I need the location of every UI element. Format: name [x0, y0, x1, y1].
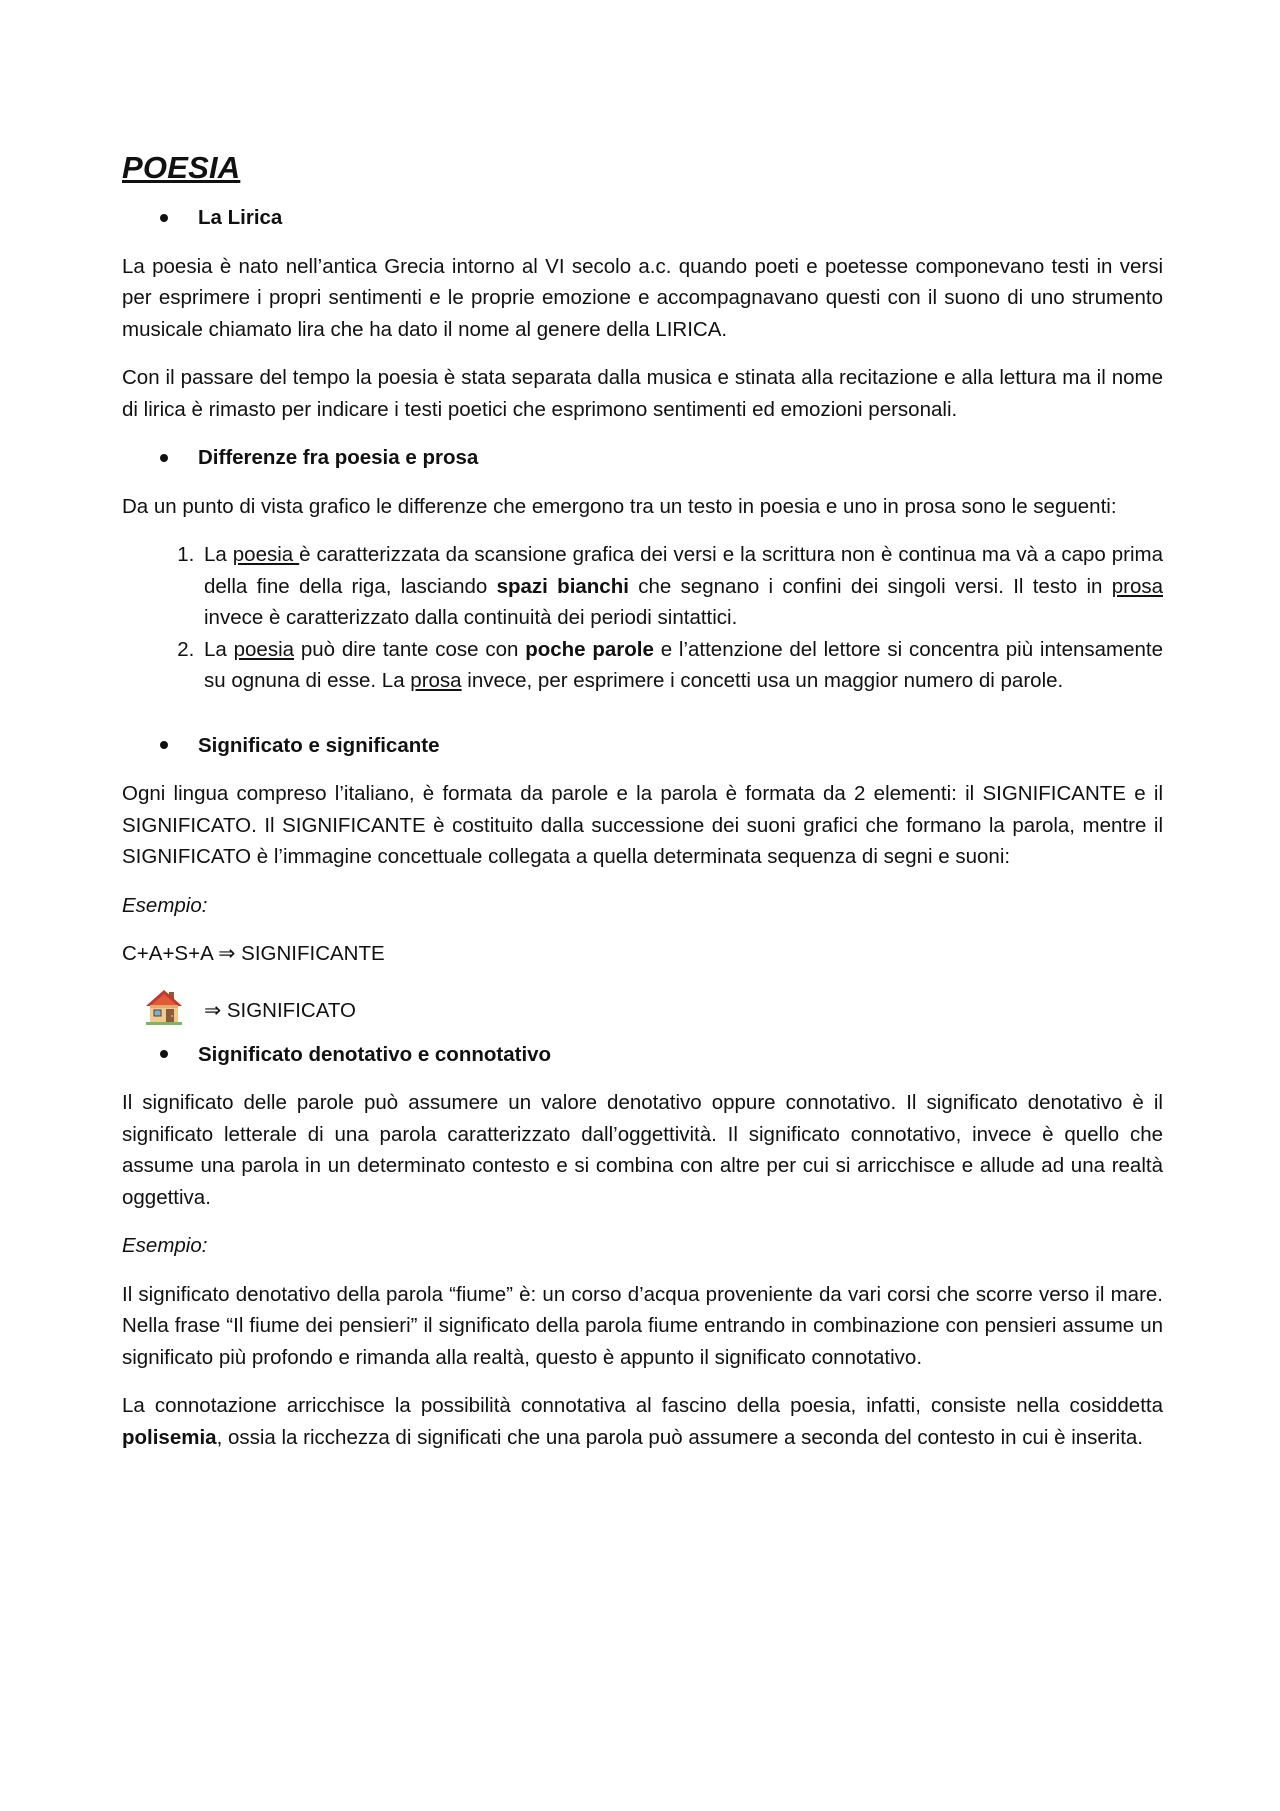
bold-text: spazi bianchi: [496, 574, 629, 598]
underlined-text: prosa: [410, 669, 462, 692]
bold-text: polisemia: [122, 1425, 217, 1449]
section-heading-text: La Lirica: [198, 206, 283, 229]
section-heading-differenze: [160, 442, 1163, 474]
numbered-list: [122, 539, 1163, 697]
section-heading-text: Significato denotativo e connotativo: [198, 1042, 552, 1066]
paragraph: Il significato denotativo della parola “fiume” è: un corso d’acqua proveniente da vari corsi che scorre verso il mare. Nella frase “Il fiume dei pensieri” il significato della parola fiume entrando in combinazione con pensieri assume un significato più profondo e rimanda alla realtà, questo è appunto il significato connotativo.: [122, 1282, 1163, 1369]
list-item: [200, 634, 1163, 697]
underlined-text: poesia: [232, 543, 300, 566]
example-line-significante: C+A+S+A ⇒ SIGNIFICANTE: [122, 942, 385, 965]
paragraph: La poesia è nato nell’antica Grecia intorno al VI secolo a.c. quando poeti e poetesse componevano testi in versi per esprimere i propri sentimenti e le proprie emozione e accompagnavano questi con il suono di uno strumento musicale chiamato lira che ha dato il nome al genere della LIRICA.: [122, 254, 1163, 341]
bold-text: poche parole: [525, 637, 654, 661]
section-heading-text: Differenze fra poesia e prosa: [198, 446, 479, 469]
example-line-significato: [144, 987, 1163, 1027]
bullet-dot: [160, 741, 168, 749]
text-run: invece è caratterizzato dalla continuità dei periodi sintattici.: [204, 606, 738, 629]
text-run: che segnano i confini dei singoli versi. Il testo in: [628, 574, 1112, 598]
text-run: invece, per esprimere i concetti usa un maggior numero di parole.: [461, 669, 1064, 692]
paragraph: Con il passare del tempo la poesia è stata separata dalla musica e stinata alla recitazione e alla lettura ma il nome di lirica è rimasto per indicare i testi poetici che esprimono sentimenti ed emozioni personali.: [122, 366, 1163, 421]
text-run: La connotazione arricchisce la possibilità connotativa al fascino della poesia, infatti, consiste nella cosiddetta: [122, 1394, 1163, 1417]
example-label: Esempio:: [122, 893, 208, 917]
paragraph: Il significato delle parole può assumere un valore denotativo oppure connotativo. Il significato denotativo è il significato letterale di una parola caratterizzato dall’oggettività. Il significato connotativo, invece è quello che assume una parola in un determinato contesto e si combina con altre per cui si arricchisce e allude ad una realtà oggettiva.: [122, 1091, 1163, 1209]
paragraph: [122, 1390, 1163, 1453]
list-item: [200, 539, 1163, 634]
text-run: La: [204, 637, 234, 661]
bullet-dot: [160, 1050, 168, 1058]
house-icon: [144, 987, 184, 1027]
text-run: , ossia la ricchezza di significati che una parola può assumere a seconda del contesto in cui è inserita.: [216, 1425, 1143, 1449]
section-heading-text: Significato e significante: [198, 733, 440, 757]
section-heading-denotativo: [160, 1039, 1163, 1071]
spacer: [122, 714, 1163, 730]
text-run: può dire tante cose con: [294, 637, 526, 661]
bullet-dot: [160, 454, 168, 462]
text-run: La: [204, 543, 233, 566]
page-title: POESIA: [122, 150, 241, 185]
underlined-text: prosa: [1111, 574, 1163, 598]
underlined-text: poesia: [233, 637, 295, 661]
paragraph: Ogni lingua compreso l’italiano, è formata da parole e la parola è formata da 2 elementi: il SIGNIFICANTE e il SIGNIFICATO. Il SIGNIFICANTE è costituito dalla successione dei suoni grafici che formano la parola, mentre il SIGNIFICATO è l’immagine concettuale collegata a quella determinata sequenza di segni e suoni:: [122, 782, 1163, 868]
bullet-dot: [160, 214, 168, 222]
text-run: è caratterizzata da scansione grafica dei versi e la scrittura non è continua ma và a capo prima della fine della riga, lasciando: [204, 543, 1164, 598]
section-heading-significato: [160, 730, 1163, 762]
paragraph: Da un punto di vista grafico le differenze che emergono tra un testo in poesia e uno in prosa sono le seguenti:: [122, 494, 1117, 518]
example-label: Esempio:: [122, 1234, 208, 1257]
significato-text: ⇒ SIGNIFICATO: [204, 999, 356, 1022]
text-run: e l’attenzione del lettore si concentra più intensamente su ognuna di esse. La: [204, 637, 1164, 692]
section-heading-lirica: [160, 202, 1163, 234]
